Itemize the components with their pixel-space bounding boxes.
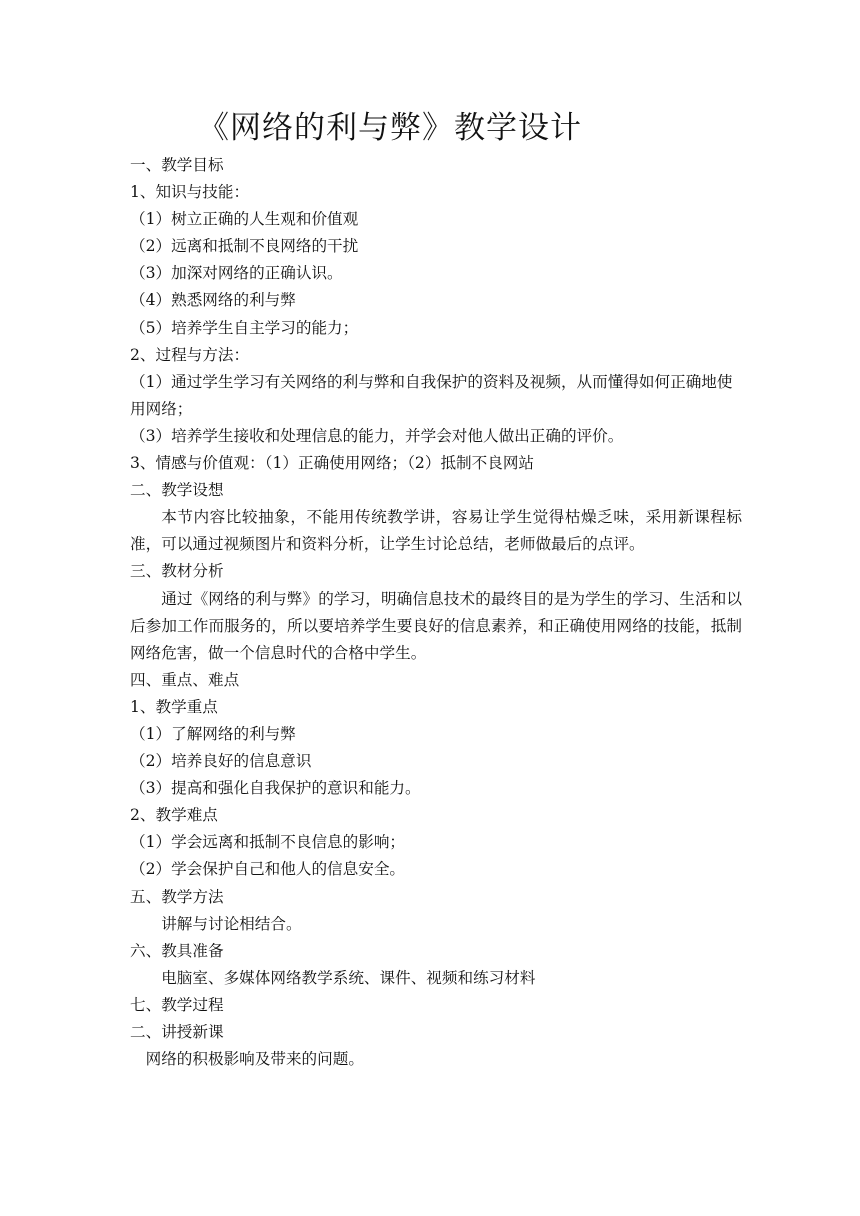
section-heading: 四、重点、难点 [130,670,240,689]
subsection-heading: 2、过程与方法： [130,345,250,364]
list-item: （1）树立正确的人生观和价值观 [130,210,359,229]
section-heading: 二、教学设想 [130,481,224,500]
subsection-heading: 1、教学重点 [130,697,218,716]
list-item: （1）学会远离和抵制不良信息的影响； [130,833,406,852]
list-item: （2）培养良好的信息意识 [130,752,312,771]
section-heading: 六、教具准备 [130,941,224,960]
list-item: （3）提高和强化自我保护的意识和能力。 [130,779,421,798]
subsection-heading: 2、教学难点 [130,806,218,825]
paragraph: 网络的积极影响及带来的问题。 [145,1050,364,1069]
paragraph: 讲解与讨论相结合。 [161,914,302,933]
subsection-heading: 3、情感与价值观：（1）正确使用网络；（2）抵制不良网站 [130,454,535,473]
document-body [130,152,742,1073]
section-heading: 三、教材分析 [130,562,224,581]
document-title: 《网络的利与弊》教学设计 [198,110,582,146]
list-item: （3）培养学生接收和处理信息的能力，并学会对他人做出正确的评价。 [130,426,624,445]
list-item: （2）学会保护自己和他人的信息安全。 [130,860,406,879]
section-heading: 五、教学方法 [130,887,224,906]
section-heading: 一、教学目标 [130,156,224,174]
list-item: （2）远离和抵制不良网络的干扰 [130,237,359,256]
paragraph: 电脑室、多媒体网络教学系统、课件、视频和练习材料 [161,968,536,987]
section-heading: 二、讲授新课 [130,1023,224,1041]
list-item: （5）培养学生自主学习的能力； [130,318,359,337]
list-item: （1）了解网络的利与弊 [130,724,296,743]
subsection-heading: 1、知识与技能： [130,183,250,202]
list-item: （4）熟悉网络的利与弊 [130,291,296,310]
paragraph: 本节内容比较抽象，不能用传统教学讲，容易让学生觉得枯燥乏味，采用新课程标准，可以通过视频图片和资料分析，让学生讨论总结，老师做最后的点评。 [130,508,742,554]
list-item: （1）通过学生学习有关网络的利与弊和自我保护的资料及视频，从而懂得如何正确地使用网络； [130,372,733,418]
paragraph: 通过《网络的利与弊》的学习，明确信息技术的最终目的是为学生的学习、生活和以后参加工作而服务的，所以要培养学生要良好的信息素养，和正确使用网络的技能，抵制网络危害，做一个信息时代的合格中学生。 [130,589,742,662]
list-item: （3）加深对网络的正确认识。 [130,264,343,283]
section-heading: 七、教学过程 [130,995,224,1014]
